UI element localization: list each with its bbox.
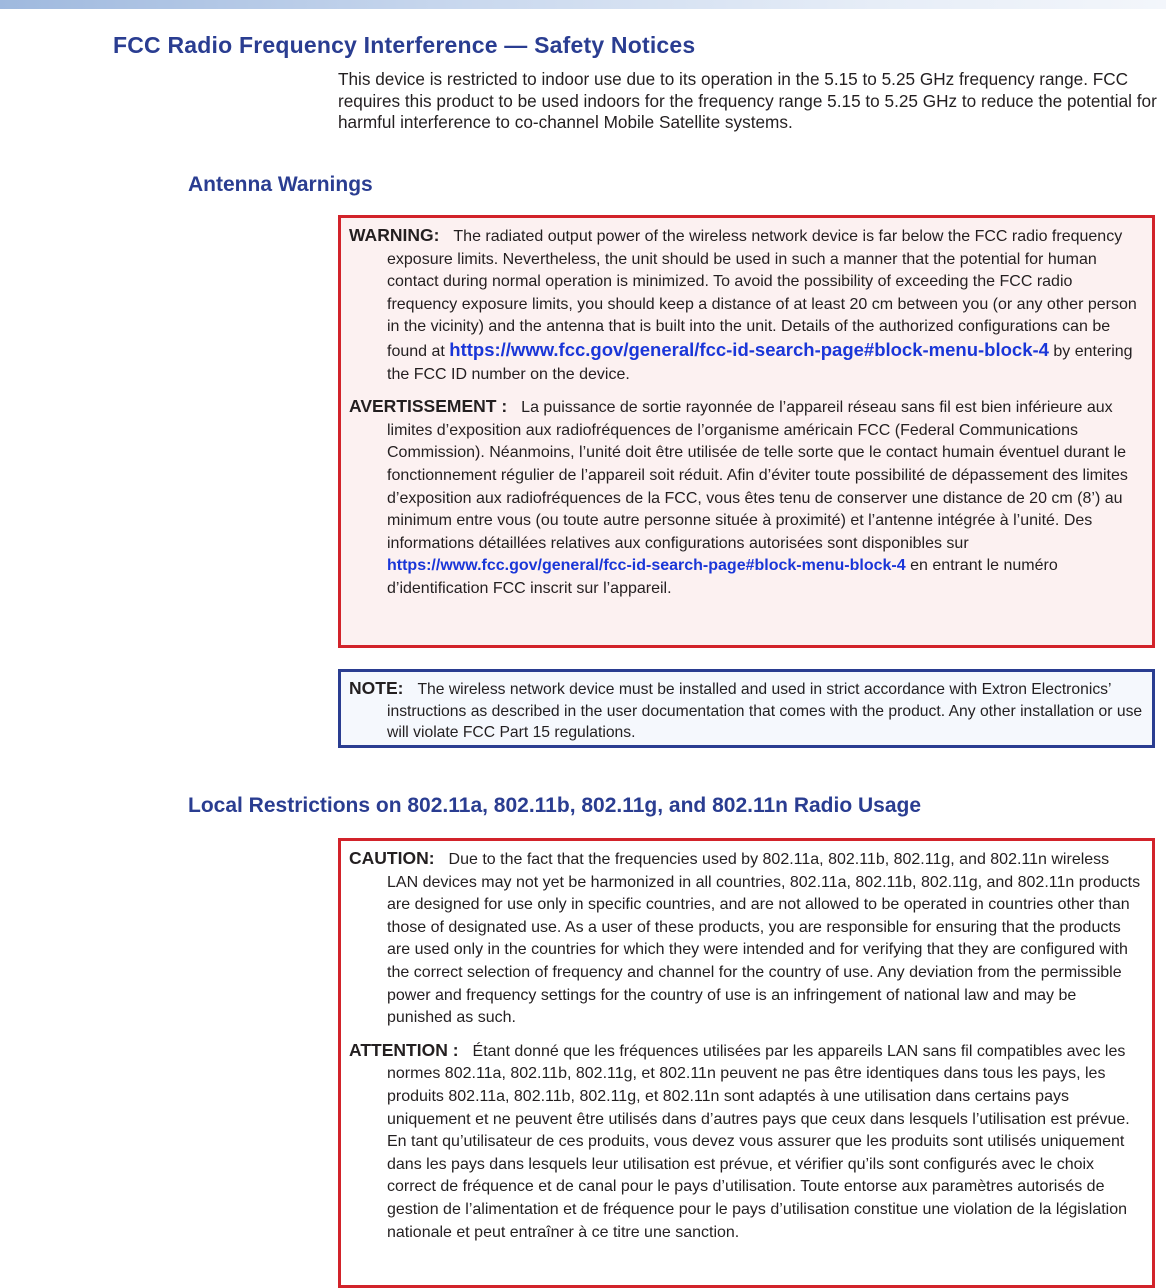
note-label: NOTE: <box>349 678 404 698</box>
avertissement-text-after: en entrant le numéro d’identification FCC inscrit sur l’appareil. <box>387 557 1058 597</box>
antenna-warnings-heading: Antenna Warnings <box>188 173 373 196</box>
attention-paragraph <box>349 1039 1144 1244</box>
avertissement-paragraph <box>349 395 1144 600</box>
header-gradient-bar <box>0 0 1166 9</box>
note-text: The wireless network device must be installed and used in strict accordance with Extron Electronics’ instructions as described in the user documentation that comes with the product. Any other installation or use will violate FCC Part 15 regulations. <box>387 681 1143 742</box>
avertissement-label: AVERTISSEMENT : <box>349 396 508 417</box>
note-box <box>338 669 1155 748</box>
warning-paragraph <box>349 224 1144 386</box>
local-restrictions-heading: Local Restrictions on 802.11a, 802.11b, 802.11g, and 802.11n Radio Usage <box>188 794 922 817</box>
caution-box <box>338 838 1155 1288</box>
attention-label: ATTENTION : <box>349 1039 459 1060</box>
warning-text-after: by entering the FCC ID number on the device. <box>387 342 1133 383</box>
warning-label: WARNING: <box>349 225 440 245</box>
page-title: FCC Radio Frequency Interference — Safety Notices <box>113 32 696 58</box>
warning-text: The radiated output power of the wireless network device is far below the FCC radio frequency exposure limits. Nevertheless, the unit should be used in such a manner that the potential for human contact during normal operation is minimized. To avoid the possibility of exceeding the FCC radio frequency exposure limits, you should keep a distance of at least 20 cm between you (or any other person in the vicinity) and the antenna that is built into the unit. Details of the authorized configurations can be found at <box>387 228 1137 360</box>
antenna-warning-box <box>338 215 1155 648</box>
caution-label: CAUTION: <box>349 848 435 868</box>
note-paragraph <box>349 678 1144 744</box>
intro-paragraph: This device is restricted to indoor use due to its operation in the 5.15 to 5.25 GHz frequency range. FCC requires this product to be used indoors for the frequency range 5.15 to 5.25 GHz to reduce the potential for harmful interference to co-channel Mobile Satellite systems. <box>338 69 1157 132</box>
caution-text: Due to the fact that the frequencies used by 802.11a, 802.11b, 802.11g, and 802.11n wireless LAN devices may not yet be harmonized in all countries, 802.11a, 802.11b, 802.11g, and 802.11n products are designed for use only in specific countries, and are not allowed to be operated in countries other than those of designated use. As a user of these products, you are responsible for ensuring that the products are used only in the countries for which they were intended and for verifying that they are configured with the correct selection of frequency and channel for the country of use. Any deviation from the permissible power and frequency settings for the country of use is an infringement of national law and may be punished as such. <box>387 851 1141 1027</box>
caution-paragraph <box>349 847 1144 1030</box>
attention-text: Étant donné que les fréquences utilisées par les appareils LAN sans fil compatibles avec les normes 802.11a, 802.11b, 802.11g, et 802.11n peuvent ne pas être identiques dans tous les pays, les produits 802.11a, 802.11b, 802.11g, et 802.11n sont adaptés à une utilisation dans certains pays uniquement et ne peuvent être utilisés dans d’autres pays que ceux dans lesquels l’utilisation est prévue. En tant qu’utilisateur de ces produits, vous devez vous assurer que les produits sont utilisés uniquement dans les pays dans lesquels leur utilisation est prévue, et vérifier qu’ils sont configurés avec le choix correct de fréquence et de canal pour le pays d’utilisation. Toute entorse aux paramètres autorisés de gestion de l’alimentation et de fréquence pour le pays d’utilisation constitue une violation de la législation nationale et peut entraîner à ce titre une sanction. <box>387 1042 1130 1241</box>
avertissement-text: La puissance de sortie rayonnée de l’appareil réseau sans fil est bien inférieure aux limites d’exposition aux radiofréquences de l’organisme américain FCC (Federal Communications Commission). Néanmoins, l’unité doit être utilisée de telle sorte que le contact humain éventuel durant le fonctionnement régulier de l’appareil soit réduit. Afin d’éviter toute possibilité de dépassement des limites d’exposition aux radiofréquences de la FCC, vous êtes tenu de conserver une distance de 20 cm (8’) au minimum entre vous (ou toute autre personne située à proximité) et l’antenne intégrée à l’unité. Des informations détaillées relatives aux configurations autorisées sont disponibles sur <box>387 399 1128 552</box>
fcc-id-search-link[interactable]: https://www.fcc.gov/general/fcc-id-search-page#block-menu-block-4 <box>449 338 1049 360</box>
fcc-id-search-link-fr[interactable]: https://www.fcc.gov/general/fcc-id-search-page#block-menu-block-4 <box>387 557 906 575</box>
